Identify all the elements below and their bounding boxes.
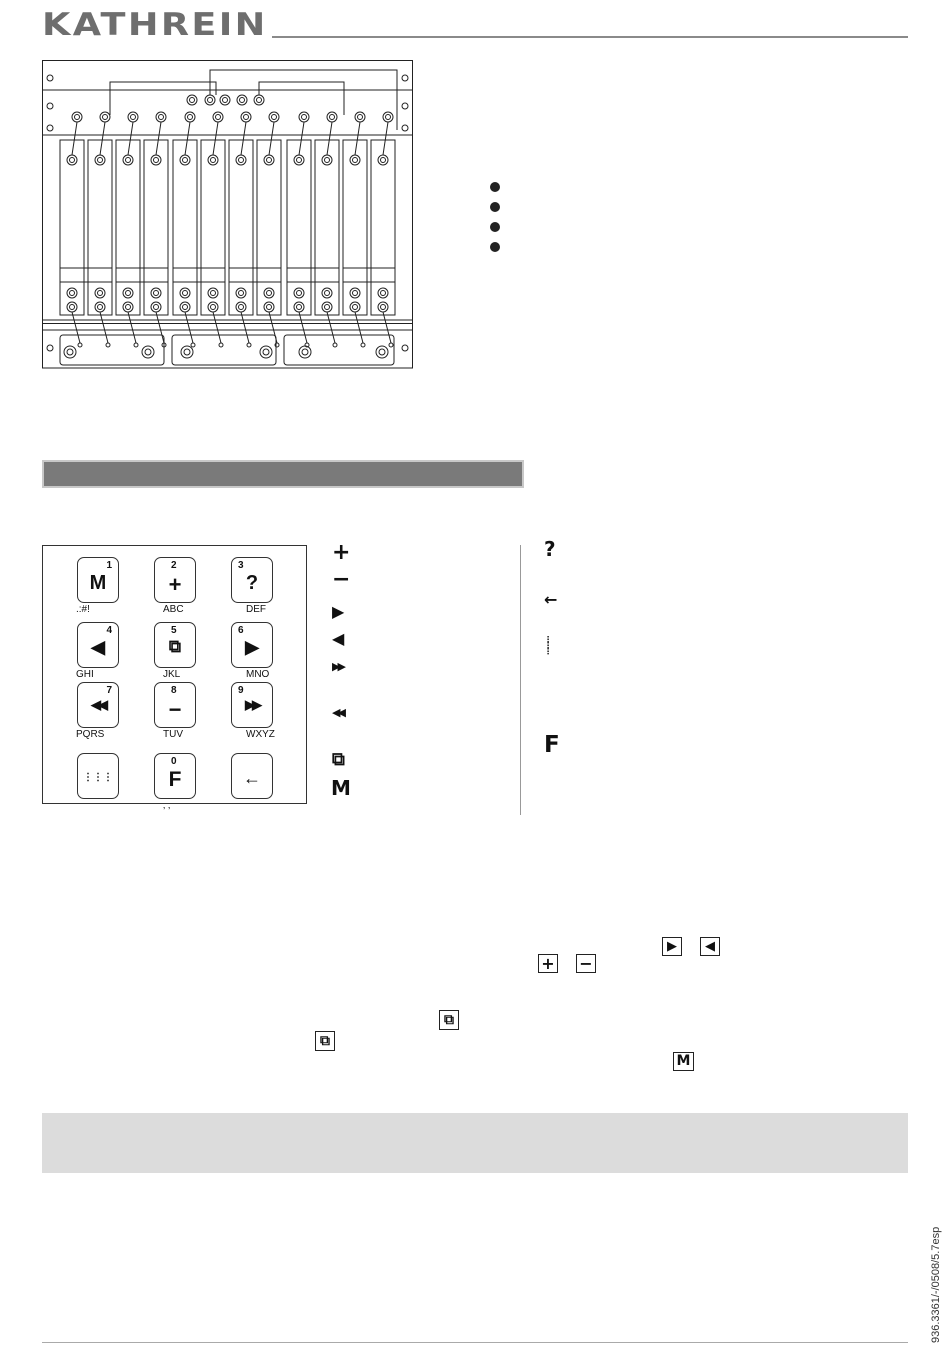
key-letters: ABC <box>163 604 184 615</box>
fast-rewind-icon: ◀◀ <box>332 706 343 719</box>
menu-m-icon: M <box>673 1052 694 1071</box>
key-number: 0 <box>171 756 177 767</box>
keypad-key-9 <box>231 682 275 740</box>
keypad-key-0 <box>154 753 196 811</box>
document-code: 936.3361/-/0508/5.7esp <box>930 1226 942 1343</box>
key-symbol: ← <box>243 768 261 788</box>
kathrein-logo: KATHREIN <box>42 7 268 43</box>
key-number: 7 <box>106 685 112 696</box>
key-number: 9 <box>238 685 244 696</box>
key-number: 4 <box>106 625 112 636</box>
key-symbol: ◀◀ <box>91 697 105 712</box>
key-symbol: ? <box>245 572 259 594</box>
section-heading-bar <box>42 460 524 488</box>
key-symbol: + <box>168 572 182 597</box>
key-letters: DEF <box>246 604 266 615</box>
key-symbol: ◀ <box>91 637 105 657</box>
back-arrow-icon: ← <box>544 590 558 609</box>
key-letters: WXYZ <box>246 729 275 740</box>
key-number: 1 <box>106 560 112 571</box>
right-arrow-icon: ▶ <box>662 937 682 956</box>
key-symbol: ⋮⋮⋮ <box>83 772 113 783</box>
note-box <box>42 1113 908 1173</box>
keypad-key-3 <box>231 557 273 615</box>
key-symbol: M <box>89 572 107 594</box>
key-number: 2 <box>171 560 177 571</box>
keypad-key-2 <box>154 557 196 615</box>
key-symbol: F <box>168 768 182 791</box>
key-number: 3 <box>238 560 244 571</box>
key-symbol: ⧉ <box>168 637 182 656</box>
key-number: 8 <box>171 685 177 696</box>
bullet-list <box>490 182 500 262</box>
key-number: 6 <box>238 625 244 636</box>
key-letters: PQRS <box>76 729 105 740</box>
bullet-dot <box>490 182 500 192</box>
keypad-key-8 <box>154 682 196 740</box>
keypad-key-1 <box>76 557 119 615</box>
minus-icon: − <box>576 954 596 973</box>
column-divider <box>520 545 521 815</box>
copy-icon: ⧉ <box>332 749 345 770</box>
key-letters: GHI <box>76 669 94 680</box>
keypad-key-6 <box>231 622 273 680</box>
bullet-dot <box>490 222 500 232</box>
keypad-key-numpad <box>77 753 119 799</box>
help-icon: ? <box>544 537 556 561</box>
left-arrow-icon: ◀ <box>700 937 720 956</box>
key-letters: ‚ ‚ <box>163 800 171 811</box>
keypad-key-back <box>231 753 273 799</box>
plus-icon: + <box>332 540 351 565</box>
keypad-diagram <box>42 545 307 811</box>
menu-m-icon: M <box>331 776 351 800</box>
plus-icon: + <box>538 954 558 973</box>
copy-icon: ⧉ <box>439 1010 459 1030</box>
key-symbol: ▶▶ <box>245 697 259 712</box>
key-symbol: − <box>168 697 182 722</box>
header-rule <box>272 36 908 38</box>
copy-icon: ⧉ <box>315 1031 335 1051</box>
left-arrow-icon: ◀ <box>332 629 345 648</box>
keypad-key-4 <box>76 622 119 680</box>
key-symbol: ▶ <box>245 637 259 657</box>
keypad-key-7 <box>76 682 119 740</box>
key-letters: MNO <box>246 669 270 680</box>
footer-rule <box>42 1342 908 1343</box>
fast-forward-icon: ▶▶ <box>332 660 343 673</box>
minus-icon: − <box>332 567 351 592</box>
right-arrow-icon: ▶ <box>332 602 345 621</box>
numpad-icon: ⋮⋮⋮ <box>544 635 552 656</box>
keypad-key-5 <box>154 622 196 680</box>
key-letters: .:#! <box>76 604 90 615</box>
rack-device-diagram <box>42 60 413 370</box>
key-letters: TUV <box>163 729 183 740</box>
function-f-icon: F <box>544 732 560 758</box>
key-number: 5 <box>171 625 177 636</box>
bullet-dot <box>490 242 500 252</box>
bullet-dot <box>490 202 500 212</box>
key-letters: JKL <box>163 669 181 680</box>
